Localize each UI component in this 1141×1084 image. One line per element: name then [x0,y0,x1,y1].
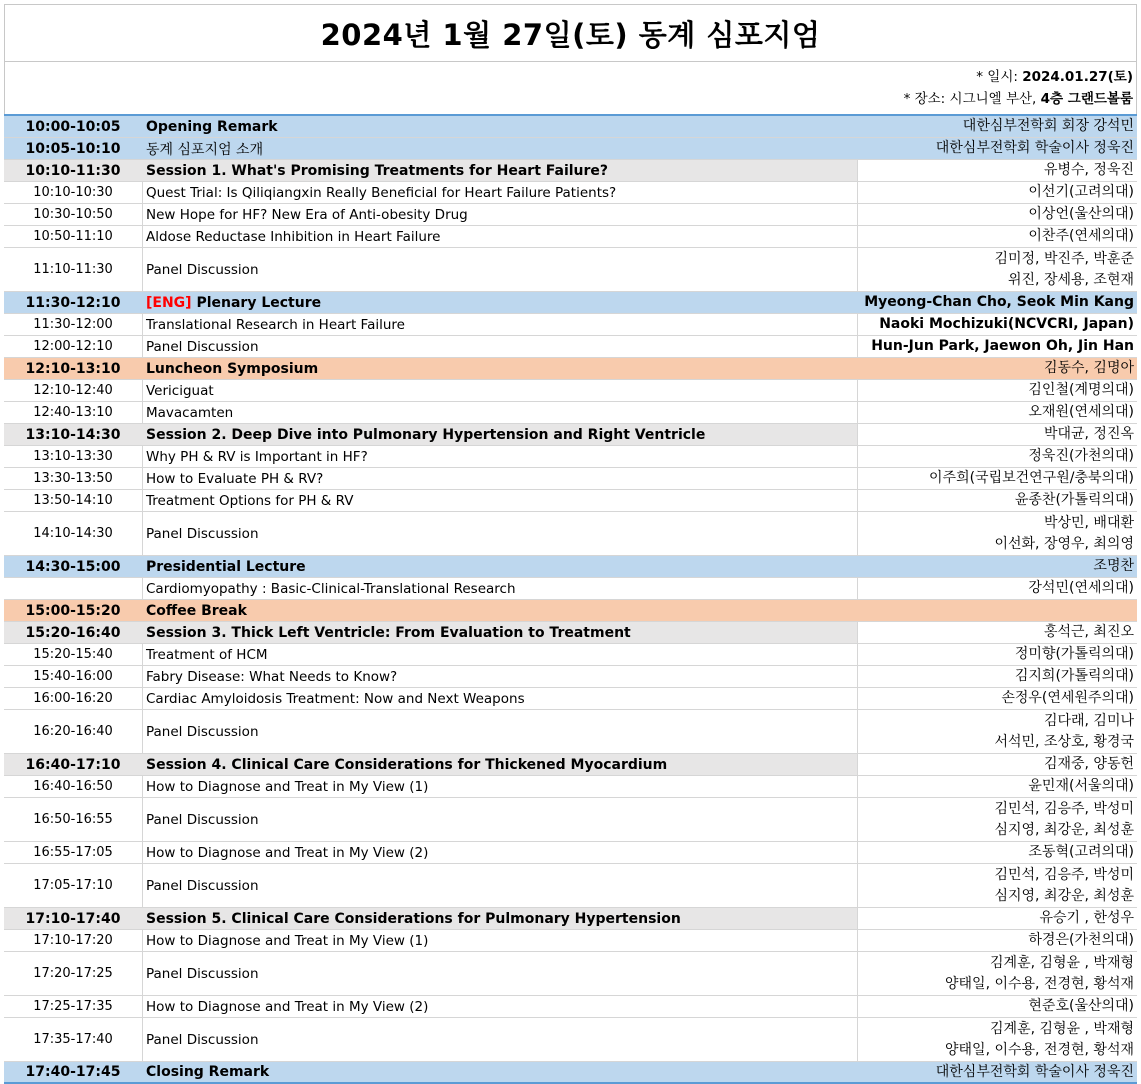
title-text: Panel Discussion [146,723,259,740]
speaker-text: 조동혁(고려의대) [1028,844,1134,860]
title-cell [143,512,858,555]
time-cell: 13:30-13:50 [4,468,143,489]
title-text: Panel Discussion [146,525,259,542]
speaker-cell [858,556,1137,577]
title-text: Session 5. Clinical Care Considerations for Pulmonary Hypertension [146,910,681,927]
program-sheet [4,4,1137,1080]
title-text: How to Diagnose and Treat in My View (1) [146,932,429,949]
session-header-row [4,754,1137,776]
speaker-text: 조명찬 [1093,558,1134,574]
session-header-row [4,116,1137,138]
speaker-text: 서석민, 조상호, 황경국 [994,733,1134,750]
session-header-row [4,160,1137,182]
time-cell: 11:30-12:10 [25,294,121,311]
title-text: Session 3. Thick Left Ventricle: From Evaluation to Treatment [146,624,631,641]
title-cell [143,138,858,159]
title-cell [143,600,858,621]
time-cell: 16:00-16:20 [4,688,143,709]
speaker-text: 김민석, 김응주, 박성미 [994,800,1134,817]
speaker-cell [858,182,1137,203]
title-cell [143,622,858,643]
program-item-row [4,952,1137,996]
title-text: Panel Discussion [146,338,259,355]
speaker-text: 김계훈, 김형윤 , 박재형 [990,1020,1134,1037]
eng-tag: [ENG] [146,294,192,311]
title-text: How to Evaluate PH & RV? [146,470,324,487]
program-item-row [4,512,1137,556]
title-text: Session 1. What's Promising Treatments for Heart Failure? [146,162,609,179]
speaker-cell [858,292,1137,313]
time-cell: 12:00-12:10 [4,336,143,357]
time-cell: 12:10-12:40 [4,380,143,401]
program-item-row [4,314,1137,336]
speaker-cell [858,160,1137,181]
title-cell [143,952,858,995]
speaker-text: 김계훈, 김형윤 , 박재형 [990,954,1134,971]
time-cell: 10:00-10:05 [25,118,121,135]
time-cell: 17:20-17:25 [4,952,143,995]
time-cell: 17:10-17:20 [4,930,143,951]
speaker-cell [858,380,1137,401]
speaker-cell [858,578,1137,599]
speaker-cell [858,138,1137,159]
session-header-row [4,358,1137,380]
speaker-cell [858,644,1137,665]
title-cell [143,908,858,929]
time-cell [4,578,143,599]
speaker-cell [858,798,1137,841]
program-item-row [4,864,1137,908]
speaker-text: Naoki Mochizuki(NCVCRI, Japan) [879,316,1134,332]
event-info [4,62,1137,114]
time-cell: 17:10-17:40 [25,910,121,927]
title-text: Panel Discussion [146,965,259,982]
time-cell: 17:05-17:10 [4,864,143,907]
speaker-cell [858,512,1137,555]
time-cell: 17:35-17:40 [4,1018,143,1061]
session-header-row [4,556,1137,578]
title-cell [143,490,858,511]
place-label: * 장소: 시그니엘 부산, [903,91,1041,107]
title-text: Mavacamten [146,404,234,421]
title-cell [143,204,858,225]
speaker-cell [858,666,1137,687]
speaker-text: 이주희(국립보건연구원/충북의대) [929,470,1134,486]
program-item-row [4,336,1137,358]
speaker-cell [858,116,1137,137]
program-item-row [4,798,1137,842]
title-cell [143,226,858,247]
title-text: Quest Trial: Is Qiliqiangxin Really Beneficial for Heart Failure Patients? [146,184,617,201]
speaker-cell [858,996,1137,1017]
time-cell: 13:10-13:30 [4,446,143,467]
title-text: Panel Discussion [146,1031,259,1048]
program-item-row [4,1018,1137,1062]
speaker-text: 홍석근, 최진오 [1043,624,1134,640]
speaker-text: 현준호(울산의대) [1028,998,1134,1014]
title-text: Panel Discussion [146,261,259,278]
title-cell [143,1018,858,1061]
speaker-text: 이선화, 장영우, 최의영 [994,535,1134,552]
program-item-row [4,578,1137,600]
speaker-text: 대한심부전학회 학술이사 정욱진 [935,140,1134,156]
date-label: * 일시: [976,69,1023,85]
speaker-text: 윤종찬(가톨릭의대) [1014,492,1134,508]
title-cell [143,864,858,907]
title-cell [143,424,858,445]
title-cell [143,182,858,203]
speaker-text: 양태일, 이수용, 전경현, 황석재 [945,1041,1134,1058]
program-item-row [4,182,1137,204]
speaker-text: 강석민(연세의대) [1028,580,1134,596]
title-cell [143,248,858,291]
title-cell [143,556,858,577]
speaker-text: 김재중, 양동헌 [1043,756,1134,772]
speaker-cell [858,490,1137,511]
program-item-row [4,226,1137,248]
speaker-text: 심지영, 최강운, 최성훈 [994,887,1134,904]
title-cell [143,160,858,181]
speaker-text: 김동수, 김명아 [1043,360,1134,376]
title-cell [143,314,858,335]
session-header-row [4,600,1137,622]
program-item-row [4,446,1137,468]
time-cell: 16:50-16:55 [4,798,143,841]
time-cell: 15:40-16:00 [4,666,143,687]
title-cell [143,336,858,357]
title-text: Opening Remark [146,118,278,135]
title-text: Session 2. Deep Dive into Pulmonary Hypertension and Right Ventricle [146,426,706,443]
program-item-row [4,490,1137,512]
date-value: 2024.01.27(토) [1022,69,1133,85]
speaker-cell [858,314,1137,335]
title-text: Plenary Lecture [191,294,322,311]
speaker-cell [858,842,1137,863]
title-cell [143,1062,858,1082]
speaker-cell [858,930,1137,951]
title-cell [143,292,858,313]
time-cell: 10:50-11:10 [4,226,143,247]
speaker-text: 유승기 , 한성우 [1039,910,1134,926]
title-text: Session 4. Clinical Care Considerations for Thickened Myocardium [146,756,668,773]
time-cell: 17:40-17:45 [25,1064,121,1080]
program-item-row [4,204,1137,226]
speaker-text: 김인철(계명의대) [1028,382,1134,398]
speaker-text: 박상민, 배대환 [1043,514,1134,531]
title-text: Treatment of HCM [146,646,268,663]
time-cell: 13:50-14:10 [4,490,143,511]
title-text: Luncheon Symposium [146,360,319,377]
speaker-text: 심지영, 최강운, 최성훈 [994,821,1134,838]
title-text: Treatment Options for PH & RV [146,492,354,509]
speaker-cell [858,204,1137,225]
time-cell: 16:20-16:40 [4,710,143,753]
time-cell: 16:40-16:50 [4,776,143,797]
time-cell: 12:40-13:10 [4,402,143,423]
title-cell [143,776,858,797]
title-cell [143,930,858,951]
speaker-text: 이선기(고려의대) [1028,184,1134,200]
title-text: Presidential Lecture [146,558,306,575]
schedule-table [4,114,1137,1084]
session-header-row [4,1062,1137,1084]
title-cell [143,754,858,775]
time-cell: 15:20-16:40 [25,624,121,641]
speaker-text: 대한심부전학회 학술이사 정욱진 [935,1063,1134,1080]
place-value: 4층 그랜드볼룸 [1040,91,1133,107]
program-item-row [4,644,1137,666]
speaker-cell [858,688,1137,709]
speaker-cell [858,446,1137,467]
title-cell [143,446,858,467]
speaker-text: 김민석, 김응주, 박성미 [994,866,1134,883]
title-text: Panel Discussion [146,811,259,828]
session-header-row [4,138,1137,160]
title-cell [143,116,858,137]
title-cell [143,468,858,489]
speaker-text: 김다래, 김미나 [1043,712,1134,729]
session-header-row [4,908,1137,930]
event-place [904,88,1133,110]
program-item-row [4,930,1137,952]
speaker-cell [858,622,1137,643]
title-text: How to Diagnose and Treat in My View (1) [146,778,429,795]
title-text: Cardiomyopathy : Basic-Clinical-Translational Research [146,580,516,597]
speaker-cell [858,600,1137,621]
title-text: Coffee Break [146,602,247,619]
speaker-text: 하경은(가천의대) [1028,932,1134,948]
speaker-text: Myeong-Chan Cho, Seok Min Kang [864,294,1134,310]
session-header-row [4,622,1137,644]
speaker-text: 정미향(가톨릭의대) [1014,646,1134,662]
time-cell: 14:30-15:00 [25,558,121,575]
speaker-cell [858,468,1137,489]
time-cell: 10:10-11:30 [25,162,121,179]
speaker-text: 김지희(가톨릭의대) [1014,668,1134,684]
program-item-row [4,666,1137,688]
title-text: New Hope for HF? New Era of Anti-obesity Drug [146,206,468,223]
title-text: Cardiac Amyloidosis Treatment: Now and Next Weapons [146,690,525,707]
speaker-text: 박대균, 정진옥 [1043,426,1134,442]
title-text: 동계 심포지엄 소개 [146,141,264,158]
title-text: Vericiguat [146,382,214,399]
program-item-row [4,842,1137,864]
page-title: 2024년 1월 27일(토) 동계 심포지엄 [4,4,1137,62]
speaker-text: 김미정, 박진주, 박훈준 [994,250,1134,267]
speaker-cell [858,248,1137,291]
title-cell [143,358,858,379]
time-cell: 16:40-17:10 [25,756,121,773]
program-item-row [4,380,1137,402]
speaker-cell [858,710,1137,753]
speaker-cell [858,754,1137,775]
speaker-cell [858,776,1137,797]
speaker-cell [858,424,1137,445]
title-text: How to Diagnose and Treat in My View (2) [146,844,429,861]
speaker-text: 이상언(울산의대) [1028,206,1134,222]
title-cell [143,380,858,401]
title-text: Panel Discussion [146,877,259,894]
speaker-cell [858,864,1137,907]
time-cell: 11:10-11:30 [4,248,143,291]
speaker-cell [858,336,1137,357]
program-item-row [4,688,1137,710]
title-cell [143,666,858,687]
time-cell: 12:10-13:10 [25,360,121,377]
time-cell: 15:20-15:40 [4,644,143,665]
time-cell: 15:00-15:20 [25,602,121,619]
time-cell: 13:10-14:30 [25,426,121,443]
speaker-cell [858,402,1137,423]
program-item-row [4,996,1137,1018]
speaker-cell [858,358,1137,379]
program-item-row [4,468,1137,490]
time-cell: 17:25-17:35 [4,996,143,1017]
title-text: Closing Remark [146,1064,270,1080]
program-item-row [4,776,1137,798]
title-text: How to Diagnose and Treat in My View (2) [146,998,429,1015]
title-cell [143,402,858,423]
title-text: Aldose Reductase Inhibition in Heart Failure [146,228,441,245]
speaker-text: 이찬주(연세의대) [1028,228,1134,244]
time-cell: 10:10-10:30 [4,182,143,203]
speaker-text: 오재원(연세의대) [1028,404,1134,420]
speaker-cell [858,226,1137,247]
time-cell: 14:10-14:30 [4,512,143,555]
title-cell [143,688,858,709]
title-text: Fabry Disease: What Needs to Know? [146,668,398,685]
title-cell [143,842,858,863]
speaker-cell [858,952,1137,995]
speaker-text: 정욱진(가천의대) [1028,448,1134,464]
title-cell [143,798,858,841]
speaker-cell [858,1018,1137,1061]
program-item-row [4,710,1137,754]
title-text: Translational Research in Heart Failure [146,316,405,333]
event-date [976,66,1133,88]
time-cell: 10:05-10:10 [25,140,121,157]
program-item-row [4,402,1137,424]
speaker-text: 대한심부전학회 회장 강석민 [962,118,1134,134]
title-text: Why PH & RV is Important in HF? [146,448,368,465]
speaker-text: 유병수, 정욱진 [1043,162,1134,178]
speaker-text: Hun-Jun Park, Jaewon Oh, Jin Han [871,338,1134,354]
title-cell [143,710,858,753]
title-cell [143,578,858,599]
session-header-row [4,424,1137,446]
speaker-cell [858,908,1137,929]
time-cell: 11:30-12:00 [4,314,143,335]
session-header-row [4,292,1137,314]
speaker-cell [858,1062,1137,1082]
speaker-text: 손정우(연세원주의대) [1001,690,1134,706]
program-item-row [4,248,1137,292]
title-cell [143,644,858,665]
time-cell: 10:30-10:50 [4,204,143,225]
speaker-text: 양태일, 이수용, 전경현, 황석재 [945,975,1134,992]
title-cell [143,996,858,1017]
speaker-text: 윤민재(서울의대) [1028,778,1134,794]
speaker-text: 위진, 장세용, 조현재 [1008,271,1134,288]
time-cell: 16:55-17:05 [4,842,143,863]
